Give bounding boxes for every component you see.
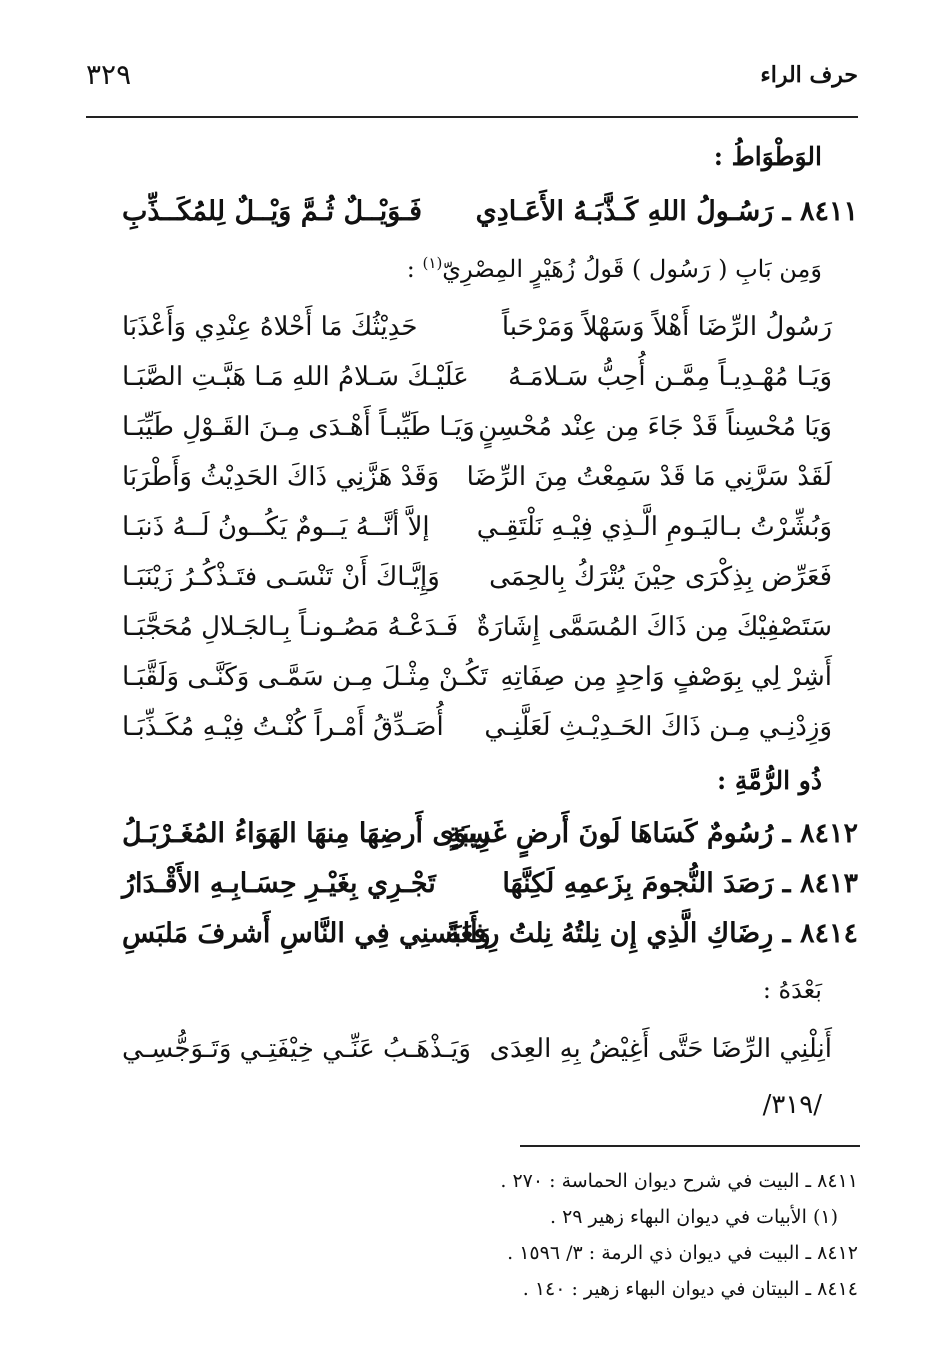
- poem-line-2-left: عَلَيْـكَ سَـلامُ اللهِ مَـا هَبَّـتِ الصَّبَـا: [122, 362, 469, 392]
- poem-line-5-right: وَبُشِّرْتُ بـاليَـومِ الَّـذِي فِيْـهِ نَلْتَقِـي: [476, 512, 832, 542]
- poem-line-3-right: وَيَا مُحْسِناً قَدْ جَاءَ مِن عِنْد مُحْسِنٍ: [478, 412, 832, 442]
- poem-line-3-left: وَيَـا طَيِّبـاً أَهْـدَى مِـنَ القَـوْلِ طَيِّبَـا: [122, 412, 475, 442]
- poem-line-6-right: فَعَرِّض بِذِكْرَى حِيْنَ يُتْرَكُ بِالحِمَى: [489, 562, 832, 592]
- verse-8413-first: [502, 868, 858, 899]
- hemistich-right: رِضَاكِ الَّذِي إِن نِلتُهُ نِلتُ رِفعَةً: [445, 918, 774, 949]
- hemistich-right: رَسُـولُ اللهِ كَـذَّبَـهُ الأَعَـادِي: [475, 196, 774, 227]
- verse-8412-first: [447, 818, 858, 849]
- verse-number: ٨٤١١ ـ: [782, 196, 858, 227]
- verse-number: ٨٤١٤ ـ: [782, 918, 858, 949]
- poem-line-9-right: وَزِدْنِـي مِـن ذَاكَ الحَـدِيْـثِ لَعَلَّنِـي: [484, 712, 832, 742]
- page-number: ٣٢٩: [86, 58, 132, 91]
- verse-8414-second: وَأَلبَسنِي فِي النَّاسِ أَشرفَ مَلبَسِ: [122, 918, 491, 949]
- footnote-4: ٨٤١٤ ـ البيتان في ديوان البهاء زهير : ١٤٠ .: [522, 1278, 858, 1300]
- label-watwat: الوَطْوَاطُ :: [713, 142, 822, 171]
- intro-tail: :: [406, 255, 423, 283]
- header-rule: [86, 116, 858, 118]
- section-title: حرف الراء: [760, 62, 858, 88]
- footnote-3: ٨٤١٢ ـ البيت في ديوان ذي الرمة : ٣/ ١٥٩٦ .: [507, 1242, 858, 1264]
- footnote-marker: (١): [422, 254, 443, 272]
- poem-line-9-left: أُصَـدِّقُ أَمْـراً كُنْـتُ فِيْـهِ مُكَـذِّبَـا: [122, 712, 444, 742]
- hemistich-right: رُسُومٌ كَسَاهَا لَونَ أَرضٍ غَرِيبَةٍ: [447, 818, 774, 849]
- page-reference: /٣١٩/: [762, 1090, 822, 1120]
- poem-line-7-right: سَتَصْفِيْكَ مِن ذَاكَ المُسَمَّى إِشَارَةٌ: [476, 612, 832, 642]
- footnote-2: (١) الأبيات في ديوان البهاء زهير ٢٩ .: [549, 1206, 838, 1228]
- verse-8411-first: [476, 196, 858, 227]
- after-verse-left: وَيَـذْهَـبُ عَنِّـي خِيْفَتِـي وَتَـوَجُّسِـي: [122, 1034, 471, 1064]
- poem-line-4-right: لَقَدْ سَرَّنِي مَا قَدْ سَمِعْتُ مِنَ الرِّضَا: [466, 462, 832, 492]
- verse-number: ٨٤١٣ ـ: [782, 868, 858, 899]
- intro-line: [407, 254, 822, 283]
- intro-text: وَمِن بَابِ ( رَسُول ) قَولُ زُهَيْرٍ المِصْرِيّ: [442, 255, 822, 283]
- verse-8414-first: [446, 918, 858, 949]
- poem-line-1-left: حَدِيْثُكَ مَا أَحْلاهُ عِنْدِي وَأَعْذَبَا: [122, 312, 418, 342]
- poem-line-8-right: أَشِرْ لِي بِوَصْفٍ وَاحِدٍ مِن صِفَاتِهِ: [500, 662, 832, 692]
- verse-8411-second: فَـوَيْــلٌ ثُـمَّ وَيْــلٌ لِلمُكَــذِّبِ: [122, 196, 423, 227]
- verse-8413-second: تَجْـرِي بِغَيْـرِ حِسَـابِـهِ الأَقْـدَارُ: [122, 868, 436, 899]
- poem-line-6-left: وَإِيَّـاكَ أَنْ تَنْسَـى فتَـذْكُـرُ زَيْنَبَـا: [122, 562, 440, 592]
- poem-line-4-left: وَقَدْ هَزَّنِي ذَاكَ الحَدِيْثُ وَأَطْرَبَا: [122, 462, 440, 492]
- poem-line-1-right: رَسُولُ الرِّضَا أَهْلاً وَسَهْلاً وَمَرْحَباً: [501, 312, 832, 342]
- poem-line-5-left: إلاَّ أنَّــهُ يَــومٌ يَكُــونُ لَــهُ ذَنبَـا: [122, 512, 430, 542]
- poem-line-2-right: وَيَـا مُهْـدِيـاً مِمَّـن أُحِبُّ سَـلامَـهُ: [508, 362, 832, 392]
- poem-line-7-left: فَـدَعْـهُ مَصُـونـاً بِـالجَـلالِ مُحَجَّبَـا: [122, 612, 459, 642]
- label-ba3dah: بَعْدَهُ :: [762, 976, 822, 1004]
- poem-line-8-left: تَكُـنْ مِثْـلَ مِـن سَمَّـى وَكَنَّـى وَلَقَّبَـا: [122, 662, 488, 692]
- footnote-rule: [520, 1145, 860, 1147]
- verse-number: ٨٤١٢ ـ: [782, 818, 858, 849]
- after-verse-right: أَنِلْنِي الرِّضَا حَتَّى أَغِيْضُ بِهِ العِدَى: [489, 1034, 832, 1064]
- label-dhurrumma: ذُو الرُّمَّةِ :: [717, 766, 822, 795]
- verse-8412-second: سِوَى أَرضِهَا مِنهَا الهَوَاءُ المُغَـرْبَـلُ: [122, 818, 491, 849]
- page-header: [86, 58, 858, 92]
- hemistich-right: رَصَدَ النُّجومَ بِزَعمِهِ لَكِنَّهَا: [502, 868, 774, 899]
- footnote-1: ٨٤١١ ـ البيت في شرح ديوان الحماسة : ٢٧٠ .: [500, 1170, 858, 1192]
